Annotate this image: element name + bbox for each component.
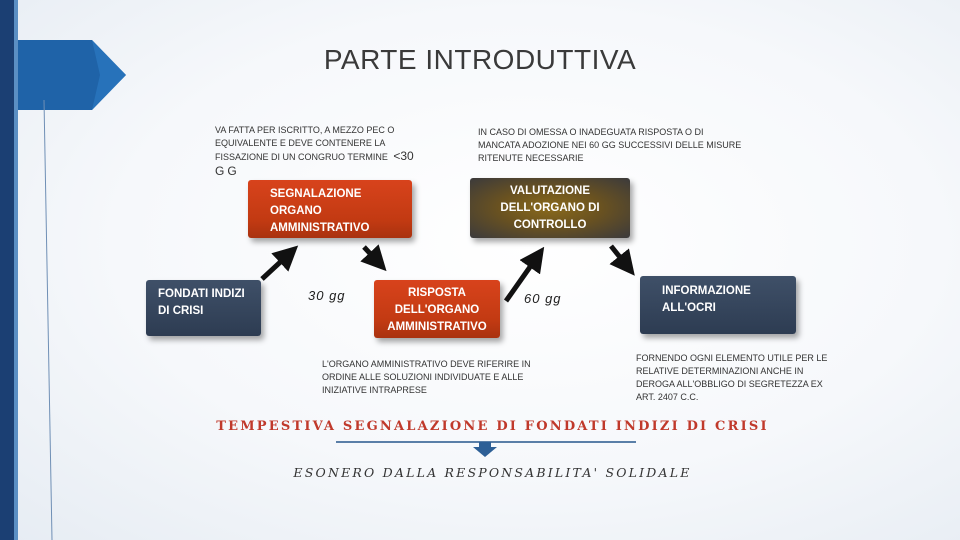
box-line: DELL'ORGANO DI: [500, 202, 600, 214]
note-middle: [322, 358, 572, 397]
arrow-valutazione-to-informazione-icon: [611, 246, 627, 266]
note-right-line: RITENUTE NECESSARIE: [478, 153, 584, 163]
note-bottom-right-line: FORNENDO OGNI ELEMENTO UTILE PER LE: [636, 353, 828, 363]
note-left-line-text: FISSAZIONE DI UN CONGRUO TERMINE: [215, 152, 388, 162]
box-line: AMMINISTRATIVO: [270, 222, 370, 234]
box-line: AMMINISTRATIVO: [387, 321, 487, 333]
box-line: INFORMAZIONE: [662, 285, 751, 297]
note-middle-line: INIZIATIVE INTRAPRESE: [322, 385, 427, 395]
arrow-fondati-to-segnalazione-icon: [262, 254, 289, 279]
box-line: DELL'ORGANO: [394, 304, 480, 316]
note-bottom-right-line: RELATIVE DETERMINAZIONI ANCHE IN: [636, 366, 804, 376]
box-line: SEGNALAZIONE: [270, 188, 362, 200]
note-left-line: VA FATTA PER ISCRITTO, A MEZZO PEC O: [215, 125, 395, 135]
box-line: RISPOSTA: [408, 287, 466, 299]
box-line: ORGANO: [270, 205, 322, 217]
box-line: DI CRISI: [158, 305, 204, 317]
banner-sub: ESONERO DALLA RESPONSABILITA' SOLIDALE: [293, 465, 692, 480]
box-line: ALL'OCRI: [662, 302, 716, 314]
note-bottom-right-line: ART. 2407 C.C.: [636, 392, 699, 402]
page-title: PARTE INTRODUTTIVA: [323, 44, 637, 75]
box-line: CONTROLLO: [513, 219, 587, 231]
arrow-segnalazione-to-risposta-icon: [364, 247, 378, 262]
box-line: VALUTAZIONE: [509, 185, 591, 197]
box-line: FONDATI INDIZI: [158, 288, 245, 300]
note-bottom-right: [636, 352, 866, 404]
note-left-gg: GG: [215, 164, 240, 178]
note-right-line: IN CASO DI OMESSA O INADEGUATA RISPOSTA O DI: [478, 127, 704, 137]
note-right-line: MANCATA ADOZIONE NEI 60 GG SUCCESSIVI DELLE MISURE: [478, 140, 742, 150]
note-bottom-right-line: DEROGA ALL'OBBLIGO DI SEGRETEZZA EX: [636, 379, 823, 389]
arrow-risposta-to-valutazione-icon: [506, 257, 537, 301]
label-60gg: 60 gg: [524, 291, 562, 306]
note-middle-line: L'ORGANO AMMINISTRATIVO DEVE RIFERIRE IN: [322, 359, 531, 369]
down-arrow-icon: [470, 442, 500, 458]
note-middle-line: ORDINE ALLE SOLUZIONI INDIVIDUATE E ALLE: [322, 372, 524, 382]
note-left-big: <30: [393, 149, 414, 163]
note-left-line: EQUIVALENTE E DEVE CONTENERE LA: [215, 138, 386, 148]
banner-main: TEMPESTIVA SEGNALAZIONE DI FONDATI INDIZI DI CRISI: [216, 419, 769, 434]
label-30gg: 30 gg: [308, 288, 346, 303]
